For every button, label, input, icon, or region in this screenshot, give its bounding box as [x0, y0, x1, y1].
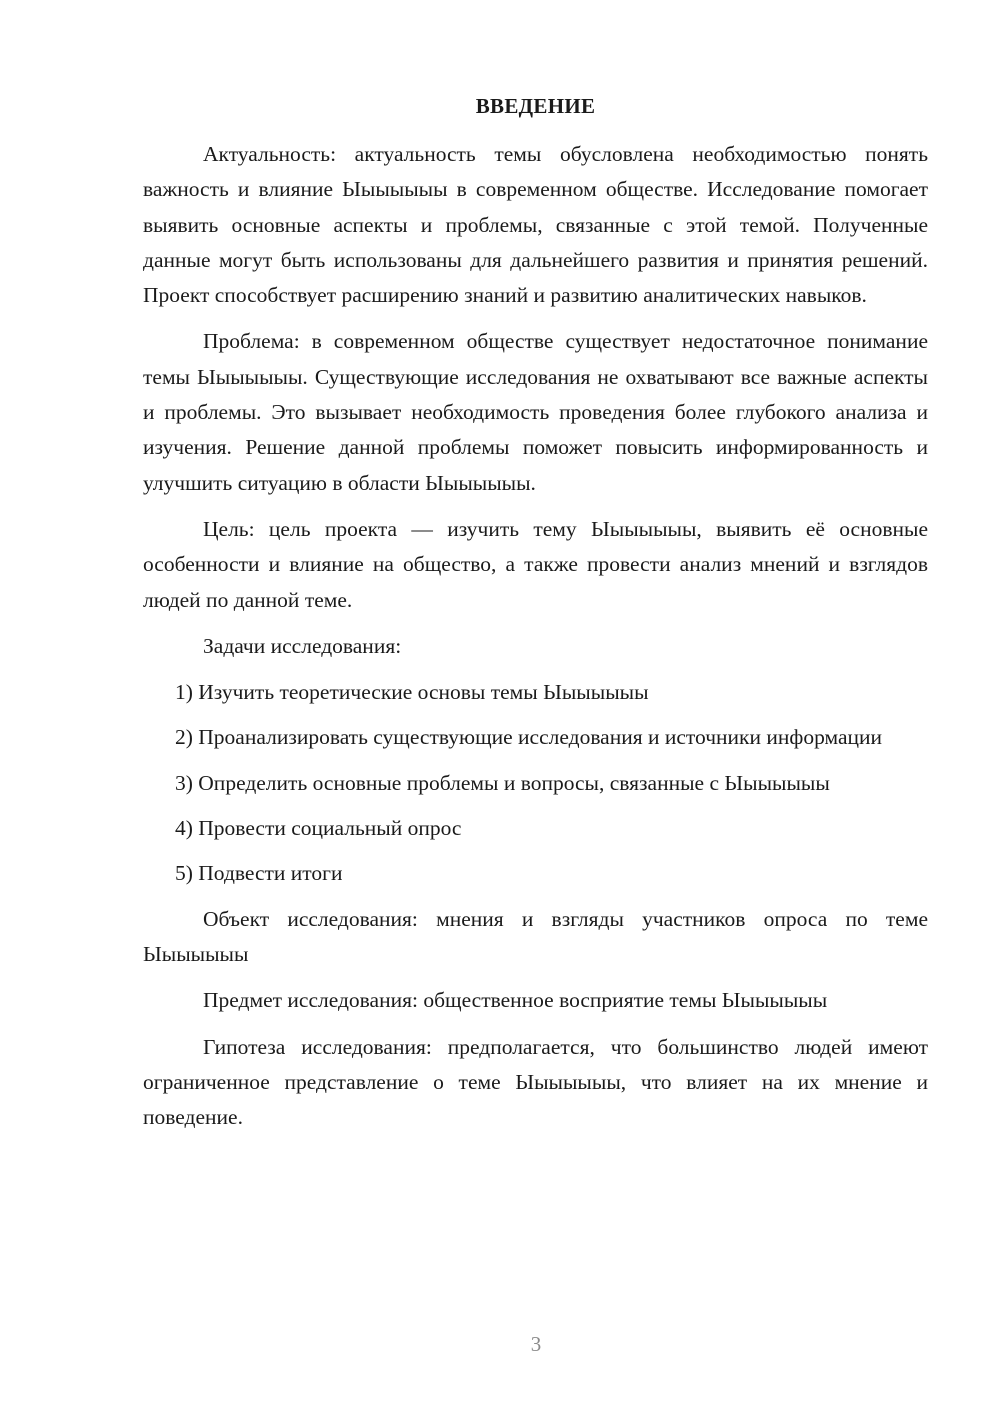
tasks-heading: Задачи исследования: [203, 633, 402, 658]
goal-paragraph: Цель: цель проекта — изучить тему Ыыыыыыы, выявить её основные особенности и влияние на общество, а также провести анализ мнений и взглядов людей по данной теме. [143, 516, 928, 612]
section-title: ВВЕДЕНИЕ [475, 94, 596, 118]
problem-paragraph: Проблема: в современном обществе существует недостаточное понимание темы Ыыыыыыы. Существующие исследования не охватывают все важные аспекты и проблемы. Это вызывает необходимость проведения более глубокого анализа и изучения. Решение данной проблемы поможет повысить информированность и улучшить ситуацию в области Ыыыыыыы. [143, 329, 928, 495]
hypothesis-paragraph: Гипотеза исследования: предполагается, что большинство людей имеют ограниченное представление о теме Ыыыыыыы, что влияет на их мнение и поведение. [143, 1034, 928, 1130]
task-item-4: 4) Провести социальный опрос [175, 816, 462, 841]
task-item-1: 1) Изучить теоретические основы темы Ыыыыыыы [175, 680, 649, 705]
object-paragraph: Объект исследования: мнения и взгляды участников опроса по теме Ыыыыыыы [143, 906, 928, 966]
task-item-5: 5) Подвести итоги [175, 861, 343, 886]
subject-paragraph: Предмет исследования: общественное восприятие темы Ыыыыыыы [203, 988, 828, 1013]
page-content [143, 94, 928, 1146]
relevance-paragraph: Актуальность: актуальность темы обусловлена необходимостью понять важность и влияние Ыыыыыыы в современном обществе. Исследование помогает выявить основные аспекты и проблемы, связанные с этой темой. Полученные данные могут быть использованы для дальнейшего развития и принятия решений. Проект способствует расширению знаний и развитию аналитических навыков. [143, 142, 928, 308]
page-number: 3 [530, 1332, 542, 1356]
task-item-3: 3) Определить основные проблемы и вопросы, связанные с Ыыыыыыы [175, 770, 830, 795]
task-item-2: 2) Проанализировать существующие исследования и источники информации [175, 725, 883, 750]
